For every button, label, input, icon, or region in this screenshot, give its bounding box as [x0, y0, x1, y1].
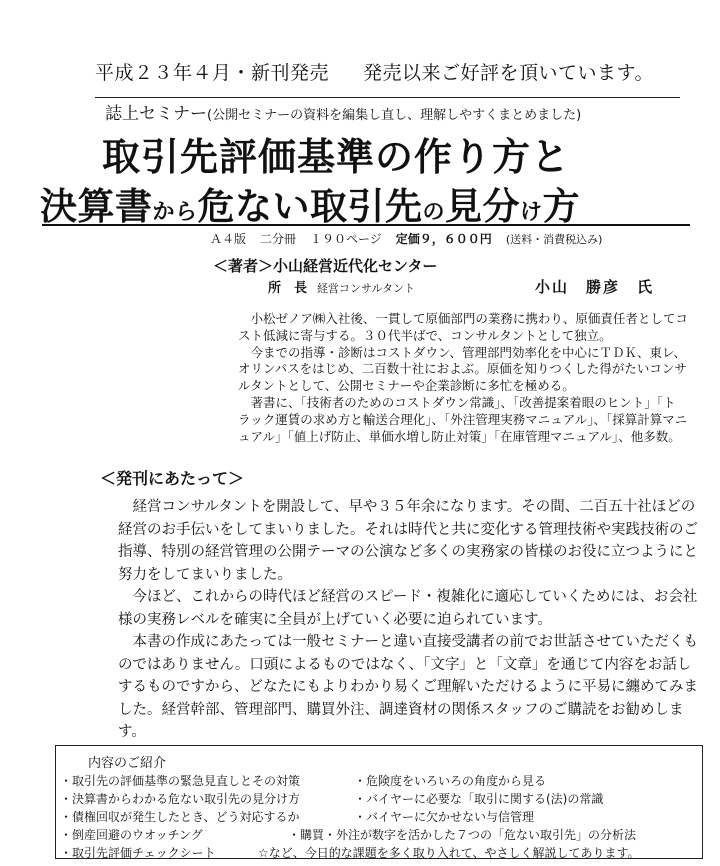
bio-paragraph: 小松ゼノア㈱入社後、一貫して原価部門の業務に携わり、原価責任者としてコスト低減に寄与する。３０代半ばで、コンサルタントとして独立。	[238, 311, 688, 343]
title-underline	[42, 224, 690, 226]
contents-item-right: ・危険度をいろいろの角度から見る	[354, 774, 547, 788]
volumes: 二分冊	[260, 232, 297, 246]
format: Ａ４版	[210, 232, 247, 246]
foreword-paragraph: 本書の作成にあたっては一般セミナーと違い直接受講者の前でお世話させていただくものではありません。口頭によるものではなく、「文字」と「文章」を通じて内容をお話しするものですから、どなたにもよりわかり易くご理解いただけるように平易に纏めてみました。経営幹部、管理部門、購買外注、調達資材の関係スタッフのご購読をお勧めします。	[118, 634, 698, 740]
contents-item-left: ・取引先の評価基準の緊急見直しとその対策	[60, 774, 301, 788]
contents-item-left: ・倒産回避のウオッチング	[60, 828, 203, 842]
release-headline	[95, 58, 654, 85]
author-heading: ＜著者＞小山経営近代化センター	[213, 257, 438, 275]
foreword-paragraph: 今ほど、これからの時代ほど経営のスピード・複雑化に適応していくためには、お会社様の実務レベルを確実に全員が上げていく必要に迫られています。	[118, 589, 698, 628]
foreword-body	[118, 496, 700, 744]
author-name: 小山 勝彦 氏	[535, 278, 655, 296]
contents-item-right: ・バイヤーに必要な「取引に関する(法)の常識	[354, 792, 604, 806]
title-part: 危ない取引先	[197, 185, 423, 228]
seminar-note: (公開セミナーの資料を編集し直し、理解しやすくまとめました)	[207, 108, 582, 123]
seminar-label: 誌上セミナー	[105, 104, 207, 124]
role-subtitle: 経営コンサルタント	[317, 282, 416, 295]
contents-item-right: ・バイヤーに欠かせない与信管理	[354, 810, 535, 824]
bio-paragraph: 著書に、「技術者のためのコストダウン常識」、「改善提案着眼のヒント」「トラック運賃の求め方と輸送合理化」、「外注管理実務マニュアル」、「採算計算マニュアル」「値上げ防止、単価水増し防止対策」「在庫管理マニュアル」、他多数。	[238, 394, 688, 444]
price-note: (送料・消費税込み)	[505, 233, 603, 246]
book-specs	[210, 230, 602, 247]
praise-text: 発売以来ご好評を頂いています。	[363, 62, 654, 84]
book-title-line1: 取引先評価基準の作り方と	[102, 135, 571, 179]
title-part: 見分	[445, 185, 521, 228]
price	[396, 232, 603, 246]
price-value: 定価９，６００円	[395, 232, 492, 246]
title-part: 決算書	[40, 185, 153, 228]
pages: １９０ページ	[310, 232, 382, 246]
role-title: 所 長	[268, 281, 308, 296]
title-part: から	[152, 200, 198, 225]
contents-item-left: ・債権回収が発生したとき、どう対応するか	[60, 810, 300, 824]
contents-item-right: ☆など、今日的な課題を多く取り入れて、やさしく解説してあります。	[258, 846, 640, 860]
title-part: け	[520, 200, 543, 225]
contents-title: 内容のご紹介	[88, 756, 167, 771]
contents-item-left: ・決算書からわかる危ない取引先の見分け方	[60, 792, 301, 806]
contents-item-left: ・取引先評価チェックシート	[60, 846, 216, 860]
title-part: の	[422, 200, 446, 225]
seminar-line	[105, 99, 581, 124]
author-role	[268, 277, 415, 296]
bio-paragraph: 今までの指導・診断はコストダウン、管理部門効率化を中心にＴＤＫ、東レ、オリンパスをはじめ、二百数十社におよぶ。原価を知りつくした得がたいコンサルタントとして、公開セミナーや企業診断に多忙を極める。	[238, 344, 687, 394]
top-divider	[95, 97, 680, 98]
foreword-paragraph: 経営コンサルタントを開設して、早や３５年余になります。その間、二百五十社ほどの経営のお手伝いをしてまいりました。それは時代と共に変化する管理技術や実践技術のご指導、特別の経営管理の公開テーマの公演など多くの実務家の皆様のお役に立つようにと努力をしてまいりました。	[118, 499, 698, 583]
contents-item-right: ・購買・外注が数字を活かした７つの「危ない取引先」の分析法	[288, 828, 637, 842]
book-title-line2	[40, 176, 580, 230]
author-bio	[238, 311, 688, 445]
section-heading: ＜発刊にあたって＞	[100, 469, 245, 488]
title-part: 方	[542, 185, 581, 228]
release-date: 平成２３年４月・新刊発売	[95, 62, 330, 84]
